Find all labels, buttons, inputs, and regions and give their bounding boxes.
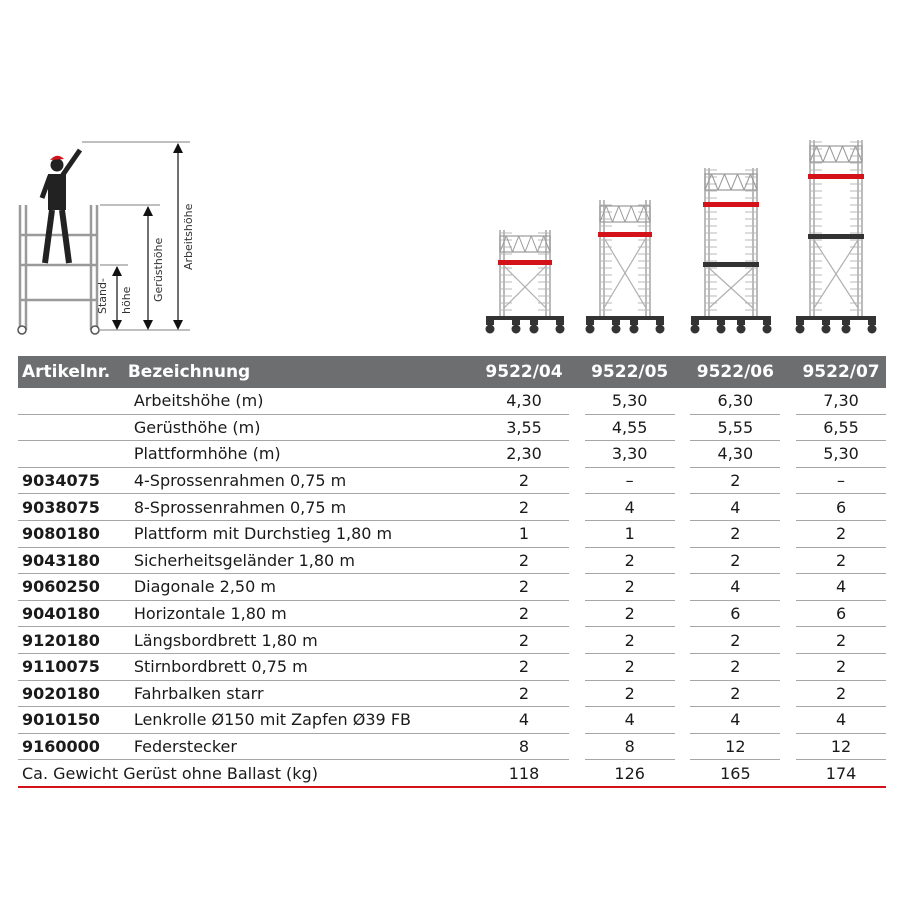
tower-guardrail-brace [725, 174, 732, 190]
value-cell-model-2: 2 [585, 574, 675, 601]
column-gap [675, 494, 691, 521]
tower-base-beam [796, 316, 876, 320]
column-gap [780, 414, 796, 441]
table-row [18, 627, 886, 654]
bezeichnung-cell: Längsbordbrett 1,80 m [126, 627, 479, 654]
column-gap [569, 627, 585, 654]
header-gap [569, 356, 585, 388]
table-row [18, 388, 886, 414]
value-cell-model-2: 2 [585, 600, 675, 627]
artikelnr-cell: 9034075 [18, 467, 126, 494]
value-cell-model-2: 1 [585, 520, 675, 547]
column-gap [675, 414, 691, 441]
tower-wheel [630, 325, 639, 334]
table-row [18, 467, 886, 494]
tower-wheel-mount [691, 320, 699, 325]
value-cell-model-3: 6,30 [690, 388, 780, 414]
tower-guardrail-brace [613, 206, 619, 222]
column-gap [780, 680, 796, 707]
header-artikelnr: Artikelnr. [18, 356, 126, 388]
tower-wheel [612, 325, 621, 334]
value-cell-model-1: 4 [479, 707, 569, 734]
value-cell-model-2: 4 [585, 707, 675, 734]
column-gap [569, 547, 585, 574]
column-gap [675, 627, 691, 654]
tower-wheel-mount [612, 320, 620, 325]
column-gap [569, 653, 585, 680]
value-cell-model-2: 8 [585, 733, 675, 760]
value-cell-model-4: 2 [796, 680, 886, 707]
value-cell-model-1: 3,55 [479, 414, 569, 441]
tower-platform-red [598, 232, 652, 237]
tower-wheel [691, 325, 700, 334]
value-cell-model-3: 2 [690, 547, 780, 574]
tower-guardrail-brace [625, 206, 631, 222]
tower-base-beam [691, 316, 771, 320]
bezeichnung-cell: Gerüsthöhe (m) [126, 414, 479, 441]
tower-wheel [586, 325, 595, 334]
value-cell-model-3: 2 [690, 467, 780, 494]
header-model-3: 9522/06 [690, 356, 780, 388]
tower-guardrail-brace [513, 236, 519, 252]
tower-wheel [842, 325, 851, 334]
tower-wheel [656, 325, 665, 334]
scaffold-illustration-area [0, 130, 900, 345]
column-gap [780, 760, 796, 787]
column-gap [780, 707, 796, 734]
value-cell-model-2: – [585, 467, 675, 494]
tower-wheel [717, 325, 726, 334]
tower-wheel-mount [796, 320, 804, 325]
height-diagram [18, 142, 195, 334]
bezeichnung-cell: Plattformhöhe (m) [126, 441, 479, 468]
tower-wheel-mount [512, 320, 520, 325]
tower-wheel-mount [763, 320, 771, 325]
value-cell-model-4: 2 [796, 627, 886, 654]
column-gap [569, 520, 585, 547]
total-weight-model-1: 118 [479, 760, 569, 787]
value-cell-model-1: 2,30 [479, 441, 569, 468]
column-gap [675, 388, 691, 414]
value-cell-model-4: 6,55 [796, 414, 886, 441]
bezeichnung-cell: Sicherheitsgeländer 1,80 m [126, 547, 479, 574]
column-gap [780, 441, 796, 468]
header-model-1: 9522/04 [479, 356, 569, 388]
table-row [18, 707, 886, 734]
value-cell-model-4: 4 [796, 574, 886, 601]
artikelnr-cell: 9020180 [18, 680, 126, 707]
column-gap [675, 547, 691, 574]
column-gap [675, 653, 691, 680]
standhoehe-label-1: Stand- [96, 278, 109, 314]
tower-wheel-mount [586, 320, 594, 325]
tower-wheel-mount [842, 320, 850, 325]
tower-guardrail-brace [525, 236, 531, 252]
total-weight-model-2: 126 [585, 760, 675, 787]
value-cell-model-1: 4,30 [479, 388, 569, 414]
tower-wheel-mount [737, 320, 745, 325]
bezeichnung-cell: Diagonale 2,50 m [126, 574, 479, 601]
bezeichnung-cell: 4-Sprossenrahmen 0,75 m [126, 467, 479, 494]
column-gap [675, 441, 691, 468]
tower-base-beam [586, 316, 664, 320]
column-gap [675, 520, 691, 547]
arbeitshoehe-label: Arbeitshöhe [182, 203, 195, 270]
bezeichnung-cell: Lenkrolle Ø150 mit Zapfen Ø39 FB [126, 707, 479, 734]
tower-guardrail-brace [631, 206, 637, 222]
value-cell-model-2: 3,30 [585, 441, 675, 468]
tower-platform [703, 262, 759, 267]
tower-guardrail-brace [843, 146, 850, 162]
column-gap [569, 707, 585, 734]
artikelnr-cell [18, 441, 126, 468]
tower-platform-red [703, 202, 759, 207]
tower-guardrail-brace [531, 236, 537, 252]
column-gap [569, 441, 585, 468]
table-header-row [18, 356, 886, 388]
geruesthoehe-label: Gerüsthöhe [152, 237, 165, 302]
tower-guardrail-brace [738, 174, 745, 190]
total-weight-label: Ca. Gewicht Gerüst ohne Ballast (kg) [18, 760, 479, 787]
header-bezeichnung: Bezeichnung [126, 356, 479, 388]
artikelnr-cell: 9160000 [18, 733, 126, 760]
bezeichnung-cell: 8-Sprossenrahmen 0,75 m [126, 494, 479, 521]
table-row [18, 414, 886, 441]
value-cell-model-2: 2 [585, 547, 675, 574]
column-gap [780, 388, 796, 414]
artikelnr-cell: 9120180 [18, 627, 126, 654]
tower-wheel [763, 325, 772, 334]
value-cell-model-1: 8 [479, 733, 569, 760]
artikelnr-cell: 9010150 [18, 707, 126, 734]
artikelnr-cell [18, 388, 126, 414]
column-gap [569, 414, 585, 441]
value-cell-model-2: 4 [585, 494, 675, 521]
tower-guardrail-brace [644, 206, 650, 222]
tower-wheel [796, 325, 805, 334]
tower-guardrail-brace [506, 236, 512, 252]
tower-wheel-mount [486, 320, 494, 325]
column-gap [675, 680, 691, 707]
value-cell-model-4: 6 [796, 494, 886, 521]
tower-wheel-mount [822, 320, 830, 325]
tower-wheel [556, 325, 565, 334]
value-cell-model-2: 5,30 [585, 388, 675, 414]
column-gap [780, 547, 796, 574]
value-cell-model-3: 4 [690, 574, 780, 601]
column-gap [569, 388, 585, 414]
value-cell-model-1: 2 [479, 467, 569, 494]
artikelnr-cell: 9043180 [18, 547, 126, 574]
column-gap [780, 494, 796, 521]
bezeichnung-cell: Federstecker [126, 733, 479, 760]
column-gap [675, 467, 691, 494]
artikelnr-cell: 9110075 [18, 653, 126, 680]
value-cell-model-1: 2 [479, 494, 569, 521]
value-cell-model-4: 2 [796, 653, 886, 680]
tower-platform-red [498, 260, 552, 265]
column-gap [780, 520, 796, 547]
column-gap [569, 467, 585, 494]
value-cell-model-4: 7,30 [796, 388, 886, 414]
tower-guardrail-brace [823, 146, 830, 162]
value-cell-model-3: 2 [690, 680, 780, 707]
column-gap [569, 600, 585, 627]
tower-guardrail-brace [817, 146, 824, 162]
tower-guardrail-brace [500, 236, 506, 252]
value-cell-model-3: 4 [690, 494, 780, 521]
table-row [18, 574, 886, 601]
value-cell-model-3: 6 [690, 600, 780, 627]
tower-guardrail-brace [718, 174, 725, 190]
tower-guardrail-brace [519, 236, 525, 252]
column-gap [675, 574, 691, 601]
artikelnr-cell: 9038075 [18, 494, 126, 521]
tower-guardrail-brace [712, 174, 719, 190]
column-gap [780, 600, 796, 627]
tower-wheel [737, 325, 746, 334]
tower-guardrail-brace [619, 206, 625, 222]
tower-wheel [822, 325, 831, 334]
tower-guardrail-brace [744, 174, 751, 190]
tower-wheel [868, 325, 877, 334]
value-cell-model-3: 2 [690, 653, 780, 680]
value-cell-model-4: 12 [796, 733, 886, 760]
artikelnr-cell [18, 414, 126, 441]
bezeichnung-cell: Fahrbalken starr [126, 680, 479, 707]
column-gap [780, 574, 796, 601]
tower-wheel-mount [556, 320, 564, 325]
table-row [18, 600, 886, 627]
value-cell-model-4: 2 [796, 547, 886, 574]
bezeichnung-cell: Plattform mit Durchstieg 1,80 m [126, 520, 479, 547]
column-gap [569, 760, 585, 787]
tower-guardrail-brace [606, 206, 612, 222]
value-cell-model-4: 2 [796, 520, 886, 547]
column-gap [569, 733, 585, 760]
value-cell-model-4: 4 [796, 707, 886, 734]
standhoehe-label-2: höhe [120, 286, 133, 314]
tower-base-beam [486, 316, 564, 320]
tower-guardrail-brace [600, 206, 606, 222]
value-cell-model-3: 5,55 [690, 414, 780, 441]
value-cell-model-1: 2 [479, 600, 569, 627]
value-cell-model-3: 2 [690, 627, 780, 654]
header-model-4: 9522/07 [796, 356, 886, 388]
column-gap [780, 627, 796, 654]
spec-table [18, 356, 886, 788]
tower-wheel [530, 325, 539, 334]
column-gap [780, 653, 796, 680]
tower-guardrail-brace [731, 174, 738, 190]
column-gap [675, 600, 691, 627]
header-model-2: 9522/05 [585, 356, 675, 388]
tower-guardrail-brace [544, 236, 550, 252]
header-gap [675, 356, 691, 388]
bezeichnung-cell: Stirnbordbrett 0,75 m [126, 653, 479, 680]
value-cell-model-1: 2 [479, 653, 569, 680]
column-gap [780, 733, 796, 760]
table-row [18, 494, 886, 521]
tower-guardrail-brace [849, 146, 856, 162]
header-gap [780, 356, 796, 388]
artikelnr-cell: 9080180 [18, 520, 126, 547]
table-row [18, 441, 886, 468]
value-cell-model-1: 1 [479, 520, 569, 547]
value-cell-model-3: 2 [690, 520, 780, 547]
tower-wheel-mount [868, 320, 876, 325]
value-cell-model-2: 2 [585, 627, 675, 654]
value-cell-model-3: 4,30 [690, 441, 780, 468]
table-row [18, 653, 886, 680]
bezeichnung-cell: Horizontale 1,80 m [126, 600, 479, 627]
column-gap [675, 707, 691, 734]
total-weight-model-3: 165 [690, 760, 780, 787]
total-weight-model-4: 174 [796, 760, 886, 787]
tower-wheel [512, 325, 521, 334]
total-weight-row [18, 760, 886, 787]
column-gap [569, 494, 585, 521]
tower-guardrail-brace [638, 206, 644, 222]
table-row [18, 547, 886, 574]
value-cell-model-1: 2 [479, 627, 569, 654]
scaffold-towers [486, 140, 877, 334]
column-gap [569, 574, 585, 601]
bezeichnung-cell: Arbeitshöhe (m) [126, 388, 479, 414]
value-cell-model-3: 4 [690, 707, 780, 734]
column-gap [569, 680, 585, 707]
tower-platform-red [808, 174, 864, 179]
value-cell-model-1: 2 [479, 574, 569, 601]
tower-wheel-mount [717, 320, 725, 325]
value-cell-model-3: 12 [690, 733, 780, 760]
tower-wheel-mount [656, 320, 664, 325]
artikelnr-cell: 9040180 [18, 600, 126, 627]
value-cell-model-1: 2 [479, 680, 569, 707]
value-cell-model-4: 6 [796, 600, 886, 627]
tower-guardrail-brace [830, 146, 837, 162]
tower-wheel [486, 325, 495, 334]
table-row [18, 520, 886, 547]
value-cell-model-4: – [796, 467, 886, 494]
column-gap [675, 760, 691, 787]
column-gap [675, 733, 691, 760]
tower-wheel-mount [530, 320, 538, 325]
table-row [18, 733, 886, 760]
tower-platform [808, 234, 864, 239]
value-cell-model-2: 2 [585, 680, 675, 707]
artikelnr-cell: 9060250 [18, 574, 126, 601]
value-cell-model-1: 2 [479, 547, 569, 574]
value-cell-model-4: 5,30 [796, 441, 886, 468]
worker-icon [42, 150, 80, 263]
column-gap [780, 467, 796, 494]
value-cell-model-2: 4,55 [585, 414, 675, 441]
tower-guardrail-brace [836, 146, 843, 162]
tower-guardrail-brace [538, 236, 544, 252]
table-row [18, 680, 886, 707]
tower-wheel-mount [630, 320, 638, 325]
value-cell-model-2: 2 [585, 653, 675, 680]
